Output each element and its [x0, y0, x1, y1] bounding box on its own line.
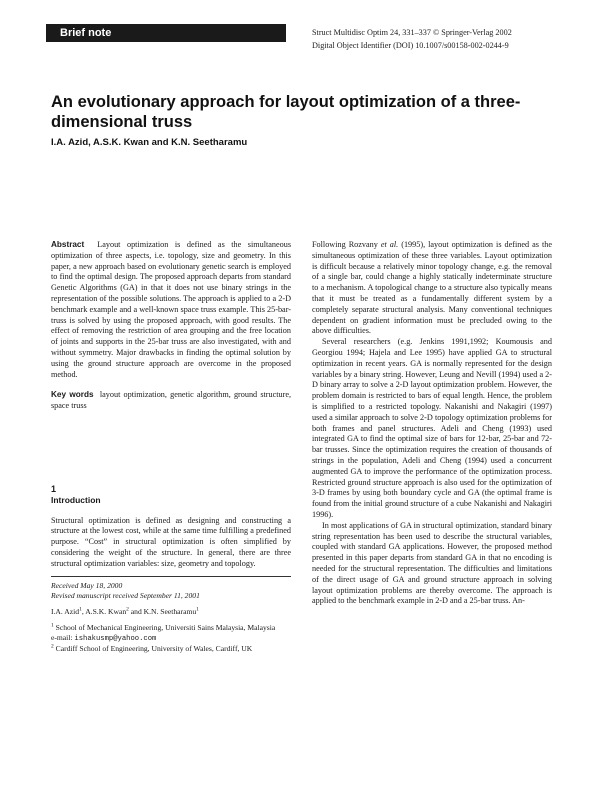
section-title: Introduction [51, 494, 101, 505]
author-separator: , [81, 606, 86, 616]
journal-line-1: Struct Multidisc Optim 24, 331–337 © Springer-Verlag 2002 [312, 28, 512, 37]
footnote-author-mark: 1 [79, 606, 82, 612]
footnote-author-mark: 2 [126, 606, 129, 612]
footnote-block [51, 576, 291, 654]
body-paragraph-2: Several researchers (e.g. Jenkins 1991,1992; Koumousis and Georgiou 1994; Hajela and Lee 1995) have applied GA to structural optimization in recent years. GA is normally represented for the design variables by a binary string. However, Leung and Nevill (1994) used a 2-D binary array to solve a 2-D layout optimization problem. However, the problem domain is restricted to bars of equal length. Hence, the problem is simplified to a restricted topology. Nakanishi and Nakagiri (1997) used a similar approach to solve 2-D topology optimization problems for both frames and panel structures. Adeli and Cheng (1993) used integrated GA to find the optimal size of bars for 12-bar, 25-bar and 72-bar trusses. Since the optimization requires the creation of thousands of strings in the population, Adeli and Cheng (1994) used a concurrent augmented GA to improve the performance of the optimization process. Restricted ground structure approach is also used for the optimization of 3-D frames by using both boundary cycle and GA (the optimal frame is found from the initial ground structure of a cube Nakanishi and Nakagiri 1996). [312, 337, 552, 519]
footnote-author-name: A.S.K. Kwan [85, 606, 127, 616]
footnote-author-name: I.A. Azid [51, 606, 80, 616]
affiliation-2-text: Cardiff School of Engineering, University of Wales, Cardiff, UK [55, 643, 253, 653]
revised-date: Revised manuscript received September 11, 2001 [51, 590, 200, 600]
paragraph-text: Following Rozvany [312, 240, 381, 249]
email-label: e-mail: [51, 632, 73, 642]
keywords-label: Key words [51, 390, 94, 400]
affiliation-mark: 1 [51, 622, 54, 628]
journal-doi-line: Digital Object Identifier (DOI) 10.1007/s00158-002-0244-9 [312, 40, 509, 50]
etal-text: et al. [380, 240, 399, 249]
brief-note-badge: Brief note [46, 24, 286, 42]
paragraph-text: (1995), layout optimization is defined as the simultaneous optimization of these three variables. Layout optimization is difficult because a relatively minor topology change, e.g. the removal of a single bar, could change a highly statically indeterminate structure to a mechanism. A topological change to a structure also typically means that it must be treated as a fundamentally different system by a completely separate structural analysis. Many conventional techniques dependent on gradient information must be precluded owing to the above difficulties. [312, 240, 552, 336]
affiliation-1 [51, 623, 291, 633]
footnote-authors [51, 607, 291, 617]
affiliation-mark: 2 [51, 643, 54, 649]
body-paragraph-3: In most applications of GA in structural optimization, standard binary string representation has been used to describe the structural variables, coupled with standard GA applications. However, the proposed method presented in this paper departs from standard GA in that no encoding is needed for the structural representation. The difficulties and limitations of the direct usage of GA and ground structure approach in solving layout optimization problems are thereby overcome. The approach is applied to the benchmark example in 2-D and a 25-bar truss. An- [312, 520, 552, 606]
footnote-author-name: K.N. Seetharamu [143, 606, 197, 616]
author-list: I.A. Azid, A.S.K. Kwan and K.N. Seetharamu [51, 137, 248, 148]
affiliation-2 [51, 644, 291, 654]
footnote-author-mark: 1 [196, 606, 199, 612]
abstract-text: Layout optimization is defined as the simultaneous optimization of three aspects, i.e. topology, size and geometry. In this paper, a new approach based on evolutionary genetic search is employed to find the optimal design. The proposed approach departs from standard Genetic Algorithms (GA) in that it does not use binary strings in the representation of the possible solutions. The approach is applied to a 2-D benchmark example and a well-known space truss example. This 25-bar-truss is solved by using the proposed approach, with good results. The effect of removing the restriction of area grouping and the free location of joints and supports in the 25-bar truss are also investigated, with and without symmetry. Major drawbacks in finding the optimal solution by using the ground structure approach are overcome in the proposed method. [51, 240, 292, 379]
keywords-text: layout optimization, genetic algorithm, ground structure, space truss [51, 390, 292, 411]
keywords [51, 390, 291, 412]
received-date: Received May 18, 2000 [51, 580, 123, 590]
email-address[interactable]: ishakusmp@yahoo.com [74, 634, 157, 643]
intro-paragraph: Structural optimization is defined as designing and constructing a structure at the lowest cost, while at the same time fulfilling a predefined purpose. “Cost” in structural optimization is often simplified by considering the weight of the structure. In general, there are three structural optimization variables: size, geometry and topology. [51, 515, 291, 568]
right-column [312, 240, 552, 607]
affiliation-1-text: School of Mechanical Engineering, Universiti Sains Malaysia, Malaysia [55, 622, 276, 632]
paper-title: An evolutionary approach for layout optimization of a three-dimensional truss [51, 93, 521, 131]
abstract [51, 240, 291, 380]
section-number: 1 [51, 483, 57, 494]
left-column [51, 240, 291, 654]
email-line [51, 633, 291, 644]
journal-citation [312, 27, 552, 52]
abstract-label: Abstract [51, 240, 85, 249]
body-paragraph-1 [312, 240, 552, 337]
author-separator: and [128, 606, 144, 616]
